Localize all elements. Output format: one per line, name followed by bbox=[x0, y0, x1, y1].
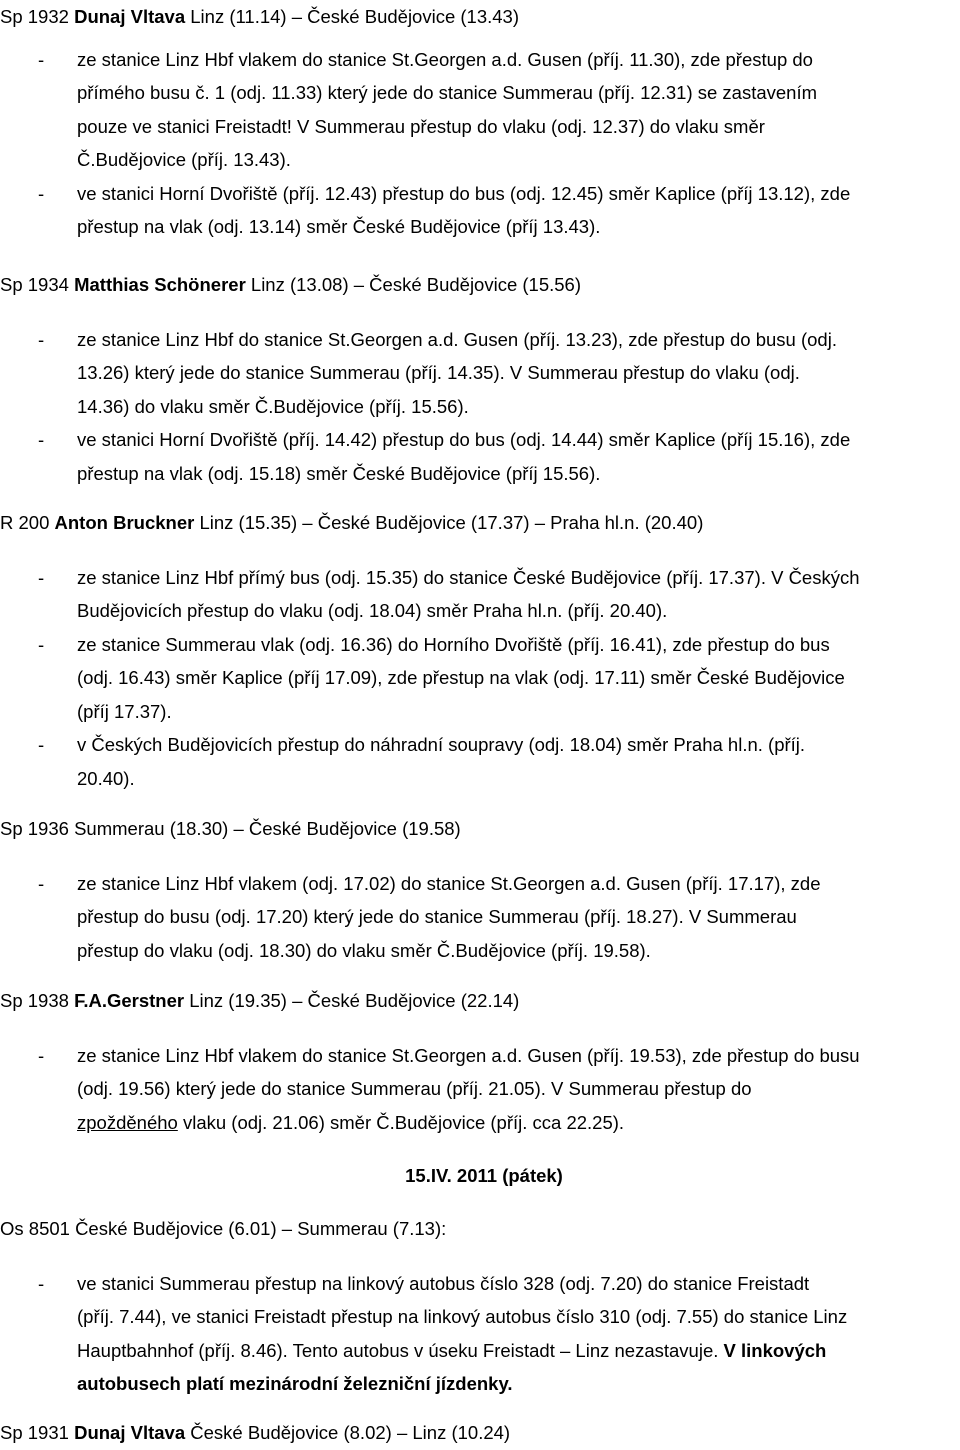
train-heading: Sp 1932 Dunaj Vltava Linz (11.14) – České Budějovice (13.43) bbox=[0, 6, 519, 27]
step-item: - ze stanice Summerau vlak (odj. 16.36) do Horního Dvořiště (příj. 16.41), zde přestup do bus (odj. 16.43) směr Kaplice (příj 17.09), zde přestup na vlak (odj. 17.11) směr České Budějovice (příj 17.37). bbox=[38, 633, 845, 722]
date-heading: 15.IV. 2011 (pátek) bbox=[405, 1165, 563, 1186]
train-entry bbox=[0, 1212, 960, 1401]
step-item: - ze stanice Linz Hbf vlakem do stanice St.Georgen a.d. Gusen (příj. 19.53), zde přestup do busu (odj. 19.56) který jede do stanice Summerau (příj. 21.05). V Summerau přestup do zpožděného vlaku (odj. 21.06) směr Č.Budějovice (příj. cca 22.25). bbox=[38, 1044, 860, 1133]
step-list bbox=[0, 43, 960, 244]
train-entry bbox=[0, 0, 960, 244]
train-entry bbox=[0, 1416, 960, 1450]
bold-note: V linkových bbox=[723, 1339, 827, 1361]
step-item: - ve stanici Horní Dvořiště (příj. 14.42) přestup do bus (odj. 14.44) směr Kaplice (příj 15.16), zde přestup na vlak (odj. 15.18) směr České Budějovice (příj 15.56). bbox=[38, 429, 851, 484]
train-heading: Os 8501 České Budějovice (6.01) – Summerau (7.13): bbox=[0, 1218, 447, 1239]
train-name: F.A.Gerstner bbox=[74, 990, 185, 1011]
step-list bbox=[0, 323, 960, 491]
train-heading: R 200 Anton Bruckner Linz (15.35) – České Budějovice (17.37) – Praha hl.n. (20.40) bbox=[0, 512, 704, 533]
bold-note: autobusech platí mezinárodní železniční jízdenky. bbox=[77, 1373, 513, 1394]
train-name: Dunaj Vltava bbox=[74, 6, 186, 27]
step-item: - ve stanici Summerau přestup na linkový autobus číslo 328 (odj. 7.20) do stanice Freistadt (příj. 7.44), ve stanici Freistadt přestup na linkový autobus číslo 310 (odj. 7.55) do stanice Linz Hauptbahnhof (příj. 8.46). Tento autobus v úseku Freistadt – Linz nezastavuje. V linkových autobusech platí mezinárodní železniční jízdenky. bbox=[0, 1267, 960, 1401]
train-heading: Sp 1934 Matthias Schönerer Linz (13.08) – České Budějovice (15.56) bbox=[0, 274, 582, 295]
step-item: - ze stanice Linz Hbf přímý bus (odj. 15.35) do stanice České Budějovice (příj. 17.37). V Českých Budějovicích přestup do vlaku (odj. 18.04) směr Praha hl.n. (příj. 20.40). bbox=[38, 566, 860, 621]
train-name: Dunaj Vltava bbox=[74, 1422, 186, 1443]
train-heading: Sp 1931 Dunaj Vltava České Budějovice (8.02) – Linz (10.24) bbox=[0, 1422, 511, 1443]
step-list bbox=[0, 561, 960, 796]
step-list bbox=[0, 867, 960, 968]
train-entry bbox=[0, 506, 960, 795]
step-item: - ve stanici Horní Dvořiště (příj. 12.43) přestup do bus (odj. 12.45) směr Kaplice (příj 13.12), zde přestup na vlak (odj. 13.14) směr České Budějovice (příj 13.43). bbox=[38, 182, 851, 237]
step-list bbox=[0, 1267, 960, 1401]
train-heading: Sp 1936 Summerau (18.30) – České Budějovice (19.58) bbox=[0, 818, 461, 839]
train-entry bbox=[0, 812, 960, 967]
train-entry bbox=[0, 268, 960, 490]
train-entry bbox=[0, 984, 960, 1139]
step-item: - v Českých Budějovicích přestup do náhradní soupravy (odj. 18.04) směr Praha hl.n. (příj. 20.40). bbox=[38, 734, 806, 789]
train-heading: Sp 1938 F.A.Gerstner Linz (19.35) – České Budějovice (22.14) bbox=[0, 990, 520, 1011]
step-item: - ze stanice Linz Hbf vlakem do stanice St.Georgen a.d. Gusen (příj. 11.30), zde přestup do přímého busu č. 1 (odj. 11.33) který jede do stanice Summerau (příj. 12.31) se zastavením pouze ve stanici Freistadt! V Summerau přestup do vlaku (odj. 12.37) do vlaku směr Č.Budějovice (příj. 13.43). bbox=[38, 48, 818, 170]
step-item: - ze stanice Linz Hbf do stanice St.Georgen a.d. Gusen (příj. 13.23), zde přestup do busu (odj. 13.26) který jede do stanice Summerau (příj. 14.35). V Summerau přestup do vlaku (odj. 14.36) do vlaku směr Č.Budějovice (příj. 15.56). bbox=[38, 328, 837, 417]
train-name: Anton Bruckner bbox=[54, 512, 195, 533]
train-name: Matthias Schönerer bbox=[74, 274, 246, 295]
step-list bbox=[0, 1039, 960, 1140]
step-item: - ze stanice Linz Hbf vlakem (odj. 17.02) do stanice St.Georgen a.d. Gusen (příj. 17.17), zde přestup do busu (odj. 17.20) který jede do stanice Summerau (příj. 18.27). V Summerau přestup do vlaku (odj. 18.30) do vlaku směr Č.Budějovice (příj. 19.58). bbox=[38, 872, 821, 961]
underlined-word: zpožděného bbox=[77, 1111, 178, 1133]
